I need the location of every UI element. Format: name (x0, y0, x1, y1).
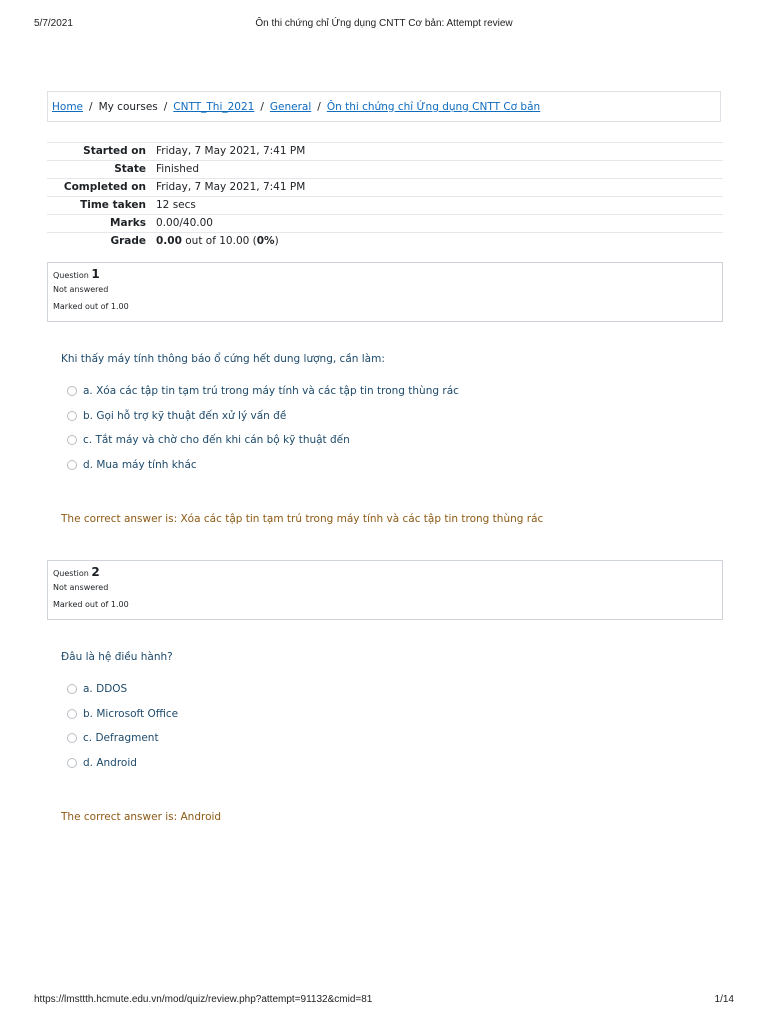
summary-label: State (47, 161, 151, 179)
answer-options (67, 677, 178, 775)
option-label: d. Mua máy tính khác (83, 459, 197, 472)
radio-button[interactable] (67, 386, 77, 396)
option-label: c. Defragment (83, 732, 159, 745)
radio-button[interactable] (67, 758, 77, 768)
option-label: d. Android (83, 757, 137, 770)
grade-close: ) (274, 235, 279, 247)
print-date: 5/7/2021 (34, 18, 73, 29)
grade-value (151, 233, 723, 251)
breadcrumb-home-link[interactable]: Home (52, 100, 84, 113)
option-label: c. Tắt máy và chờ cho đến khi cán bộ kỹ thuật đến (83, 434, 350, 447)
answer-option[interactable] (67, 428, 459, 453)
radio-button[interactable] (67, 411, 77, 421)
breadcrumb-course-link[interactable]: CNTT_Thi_2021 (173, 100, 255, 113)
radio-button[interactable] (67, 733, 77, 743)
summary-value: Friday, 7 May 2021, 7:41 PM (151, 179, 723, 197)
grade-score: 0.00 (156, 235, 182, 247)
grade-percent: 0% (256, 235, 275, 247)
question-number-value: 2 (91, 565, 100, 579)
breadcrumb-separator: / (317, 100, 321, 113)
question-info-box (47, 560, 723, 620)
radio-button[interactable] (67, 460, 77, 470)
grade-label: Grade (47, 233, 151, 251)
summary-row (47, 161, 723, 179)
answer-option[interactable] (67, 751, 178, 776)
correct-answer: The correct answer is: Xóa các tập tin tạm trú trong máy tính và các tập tin trong thùng rác (61, 513, 544, 525)
answer-options (67, 379, 459, 477)
question-state: Not answered (53, 285, 109, 294)
summary-value: Friday, 7 May 2021, 7:41 PM (151, 143, 723, 161)
answer-option[interactable] (67, 702, 178, 727)
option-label: a. DDOS (83, 683, 128, 696)
grade-out-of: out of 10.00 ( (181, 235, 257, 247)
summary-value: 12 secs (151, 197, 723, 215)
breadcrumb-my-courses: My courses (98, 100, 158, 113)
question-number (53, 267, 717, 281)
summary-label: Started on (47, 143, 151, 161)
question-number (53, 565, 717, 579)
summary-row (47, 215, 723, 233)
summary-value: Finished (151, 161, 723, 179)
summary-label: Completed on (47, 179, 151, 197)
breadcrumb-separator: / (89, 100, 93, 113)
page-number: 1/14 (714, 994, 734, 1005)
summary-row (47, 197, 723, 215)
radio-button[interactable] (67, 684, 77, 694)
print-title: Ôn thi chứng chỉ Ứng dụng CNTT Cơ bản: Attempt review (255, 18, 513, 29)
answer-option[interactable] (67, 404, 459, 429)
option-label: a. Xóa các tập tin tạm trú trong máy tính và các tập tin trong thùng rác (83, 385, 459, 398)
breadcrumb (47, 91, 721, 122)
question-grade: Marked out of 1.00 (53, 600, 129, 609)
summary-row (47, 143, 723, 161)
breadcrumb-separator: / (260, 100, 264, 113)
correct-answer: The correct answer is: Android (61, 811, 222, 823)
question-info-box (47, 262, 723, 322)
breadcrumb-quiz-link[interactable]: Ôn thi chứng chỉ Ứng dụng CNTT Cơ bản (326, 100, 541, 113)
question-text: Đâu là hệ điều hành? (61, 651, 173, 663)
summary-row-grade (47, 233, 723, 251)
summary-value: 0.00/40.00 (151, 215, 723, 233)
attempt-summary-table (47, 142, 723, 250)
question-prefix: Question (53, 271, 89, 280)
breadcrumb-section-link[interactable]: General (269, 100, 312, 113)
question-state: Not answered (53, 583, 109, 592)
radio-button[interactable] (67, 435, 77, 445)
answer-option[interactable] (67, 677, 178, 702)
option-label: b. Microsoft Office (83, 707, 179, 720)
answer-option[interactable] (67, 379, 459, 404)
print-url: https://lmsttth.hcmute.edu.vn/mod/quiz/review.php?attempt=91132&cmid=81 (34, 994, 373, 1005)
option-label: b. Gọi hỗ trợ kỹ thuật đến xử lý vấn đề (83, 409, 287, 422)
summary-row (47, 179, 723, 197)
question-grade: Marked out of 1.00 (53, 302, 129, 311)
radio-button[interactable] (67, 709, 77, 719)
summary-label: Marks (47, 215, 151, 233)
summary-label: Time taken (47, 197, 151, 215)
question-prefix: Question (53, 569, 89, 578)
question-number-value: 1 (91, 267, 100, 281)
answer-option[interactable] (67, 726, 178, 751)
question-text: Khi thấy máy tính thông báo ổ cứng hết dung lượng, cần làm: (61, 353, 385, 365)
breadcrumb-separator: / (163, 100, 168, 113)
answer-option[interactable] (67, 453, 459, 478)
